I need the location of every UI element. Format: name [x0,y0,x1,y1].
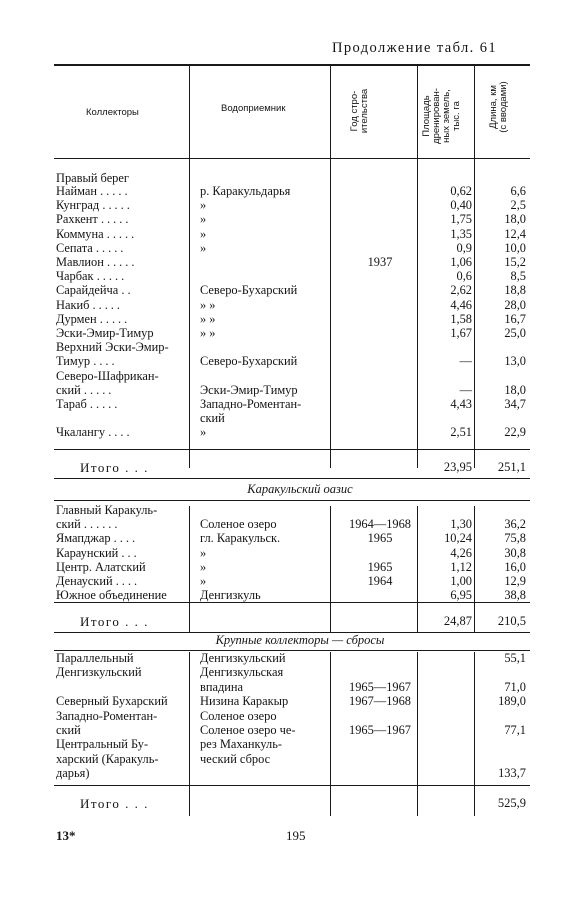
year-cell: 1967—1968 [349,694,411,709]
receiver-cell: Соленое озеро че- [200,723,296,737]
total1-rule [54,449,530,450]
collector-cell [56,547,140,560]
collector-name: ский [56,382,81,397]
collector-name: ский [56,723,81,737]
length-cell: 2,5 [510,198,526,213]
receiver-cell: » [200,425,207,440]
leader-dots: ..... [102,198,133,213]
year-cell: 1964 [367,574,393,588]
area-cell: 0,40 [450,198,472,213]
collector-cell [56,518,121,531]
receiver-cell: Соленое озеро [200,517,277,532]
area-cell: 1,06 [450,255,472,269]
receiver-cell: гл. Каракульск. [200,531,281,546]
length-cell: 22,9 [504,425,526,440]
receiver-cell: » [200,559,207,574]
length-cell: 28,0 [504,297,526,312]
total2-rule [54,602,530,603]
leader-dots: .... [113,531,139,546]
collector-cell [56,313,130,326]
receiver-cell: Денгизкульский [200,651,286,665]
collector-name: Сарайдейча [56,283,119,298]
length-cell: 13,0 [504,354,526,369]
collector-name: Эски-Эмир-Тимур [56,326,154,340]
length-cell: 75,8 [504,531,526,546]
collector-name: Центральный Бу- [56,737,149,752]
collector-name: Тимур [56,354,91,369]
area-cell: 0,62 [450,184,472,198]
collector-name: Дурмен [56,311,97,326]
collector-cell [56,575,140,588]
length-cell: 18,0 [504,382,526,397]
area-cell: 1,12 [450,559,472,574]
header-area: Площадь дренирован- ных земель, тыс. га [421,88,462,144]
col-rule-1 [189,64,190,468]
collector-cell [56,299,123,312]
area-cell: — [459,354,472,369]
collector-name: Накиб [56,297,90,312]
section-title-karakul-oasis: Каракульский оазис [247,482,353,496]
length-cell: 38,8 [504,588,526,603]
collector-name: Караунский [56,545,119,560]
total3-rule [54,785,530,786]
leader-dots: ...... [83,517,121,532]
leader-dots: ... [121,545,140,560]
collector-name: Южное объединение [56,588,167,603]
collector-cell [56,213,131,226]
collector-cell [56,242,126,255]
collector-cell [56,426,133,439]
leader-dots: ..... [89,397,121,411]
header-receiver: Водоприемник [221,103,286,114]
collector-name: Центр. Алатский [56,559,146,574]
collector-name: Главный Каракуль- [56,503,158,517]
signature-mark: 13* [56,828,76,843]
collector-cell [56,284,134,297]
collector-name: Рахкент [56,212,98,227]
section-title-large-collectors: Крупные коллекторы — сбросы [215,633,385,647]
header-collectors: Коллекторы [86,107,139,118]
collector-name: Денгизкульский [56,665,142,680]
collector-name: Кунград [56,198,100,213]
total2-label: Итого . . . [80,614,149,629]
length-cell: 133,7 [498,766,526,781]
leader-dots: ..... [99,311,131,326]
length-cell: 34,7 [504,397,526,411]
leader-dots: ..... [100,184,131,198]
leader-dots: ..... [100,212,132,227]
leader-dots: ..... [106,255,138,269]
receiver-cell: » [200,545,207,560]
collector-cell [56,532,138,545]
length-cell: 189,0 [498,694,526,709]
collector-cell [56,341,169,354]
collector-cell [56,710,157,723]
collector-cell [56,738,148,751]
collector-cell [56,753,158,766]
area-cell: 1,58 [450,311,472,326]
year-cell: 1965—1967 [349,723,411,737]
receiver-cell: Эски-Эмир-Тимур [200,382,298,397]
area-cell: 2,51 [450,425,472,440]
leader-dots: ..... [106,226,138,241]
area-cell: 6,95 [450,588,472,603]
collector-cell [56,327,154,340]
area-cell: — [459,382,472,397]
collector-name: Денауский [56,574,113,588]
receiver-cell: » [200,226,207,241]
length-cell: 18,8 [504,283,526,298]
receiver-cell: Денгизкульская [200,665,284,680]
total2-length: 210,5 [497,614,526,628]
collector-cell [56,270,127,283]
collector-cell [56,695,168,708]
collector-name: Тараб [56,397,87,411]
collector-name: Чкалангу [56,425,106,440]
receiver-cell: ческий сброс [200,751,271,766]
area-cell: 4,26 [450,545,472,560]
collector-name: Верхний Эски-Эмир- [56,340,169,355]
receiver-cell: ский [200,411,225,426]
collector-cell [56,228,137,241]
leader-dots: .. [121,283,134,298]
collector-name: Сепата [56,240,93,255]
length-cell: 71,0 [504,679,526,694]
collector-name: Западно-Роментан- [56,708,158,723]
collector-cell [56,561,146,574]
length-cell: 12,4 [504,226,526,241]
leader-dots: ..... [92,297,124,312]
collector-name: харский (Каракуль- [56,751,159,766]
collector-cell [56,652,134,665]
document-page: Продолжение табл. 61 Коллекторы Водоприемник Год стро- ительства Площадь дренирован- ных земель, тыс. га Длина, км (с вводами) Правый берег Найман ..... р. Каракульдарья 0,62 6,6 Кунград ..... » 0,40 2,5 Рахкент ..... » 1,75 18,0 Коммуна ..... » 1,35 12,4 Сепата ..... » 0,9 10,0 Мавлион ..... 1937 1,06 15,2 Чарбак ..... 0,6 8,5 Сарайдейча .. Северо-Бухарский 2,62 18,8 Накиб ..... » » 4,46 28,0 Дурмен ..... » » 1,58 16,7 Эски-Эмир-Тимур » » 1,67 25,0 Верхний Эски-Эмир- Тимур .... Северо-Бухарский — 13,0 Северо-Шафрикан- ский ..... Эски-Эмир-Тимур — 18,0 Тараб ..... Западно-Роментан- 4,43 34,7 ский Чкалангу .... » 2,51 22,9 Итого . . . 23,95 251,1 Каракульский оазис Главный Каракуль- ский ...... Соленое озеро 1964—1968 1,30 36,2 Ямапджар .... гл. Каракульск. 1965 10,24 75,8 Караунский ... » 4,26 30,8 Центр. Алатский » 1965 1,12 16,0 Денауский .... » 1964 1,00 12,9 Южное объединение Денгизкуль 6,95 38,8 Итого . . . 24,87 210,5 Крупные коллекторы — сбросы Параллельный Денгизкульский 55,1 Денгизкульский Денгизкульская впадина 1965—1967 71,0 Северный Бухарский Низина Каракыр 1967—1968 189,0 Западно-Роментан- Соленое озеро ский Соленое озеро че- 1965—1967 77,1 Центральный Бу- рез Маханкуль- харский (Каракуль- ческий сброс дарья) 133,7 Итого . . . 525,9 13* 195 [0,0,580,900]
collector-name: ский [56,517,81,532]
total1-label: Итого . . . [80,460,149,475]
length-cell: 6,6 [510,184,526,198]
receiver-cell: Соленое озеро [200,708,277,723]
receiver-cell: р. Каракульдарья [200,184,291,198]
total1-bottom-rule [54,478,530,479]
total2-area: 24,87 [443,614,472,628]
page-number: 195 [286,828,306,843]
collector-name: Коммуна [56,226,104,241]
collector-cell [56,724,81,737]
length-cell: 16,7 [504,311,526,326]
length-cell: 18,0 [504,212,526,227]
col-rule-2 [330,64,331,468]
area-cell: 4,43 [450,397,472,411]
collector-name: Ямапджар [56,531,111,546]
length-cell: 10,0 [504,240,526,255]
year-cell: 1937 [367,255,393,269]
area-cell: 10,24 [444,531,472,546]
leader-dots: ..... [83,382,115,397]
length-cell: 25,0 [504,326,526,340]
collector-cell [56,767,89,780]
area-cell: 2,62 [450,283,472,298]
collector-cell [56,398,120,411]
collector-cell [56,384,114,397]
length-cell: 12,9 [504,574,526,588]
collector-cell [56,589,167,602]
length-cell: 8,5 [510,269,526,284]
receiver-cell: Западно-Роментан- [200,397,302,411]
area-cell: 1,30 [450,517,472,532]
length-cell: 36,2 [504,517,526,532]
leader-dots: .... [93,354,118,369]
collector-name: Северо-Шафрикан- [56,368,159,383]
length-cell: 55,1 [504,651,526,665]
area-cell: 0,6 [456,269,472,284]
header-year: Год стро- ительства [349,88,370,134]
receiver-cell: рез Маханкуль- [200,737,282,752]
total1-length: 251,1 [497,460,526,474]
length-cell: 16,0 [504,559,526,574]
header-top-rule [54,64,530,66]
col-rule-1c [189,652,190,816]
year-cell: 1965—1967 [349,679,411,694]
receiver-cell: » » [200,297,216,312]
area-cell: 1,35 [450,226,472,241]
year-cell: 1964—1968 [349,517,411,532]
collector-name: дарья) [56,766,90,781]
table-caption: Продолжение табл. 61 [332,40,498,56]
leader-dots: .... [108,425,133,440]
total1-area: 23,95 [443,460,472,474]
total3-length: 525,9 [497,796,526,810]
col-rule-2b [330,506,331,632]
length-cell: 15,2 [504,255,526,269]
receiver-cell: Денгизкуль [200,588,261,603]
collector-cell [56,370,159,383]
receiver-cell: впадина [200,679,244,694]
receiver-cell: » » [200,326,216,340]
receiver-cell: Северо-Бухарский [200,354,298,369]
collector-cell [56,666,141,679]
area-cell: 1,67 [450,326,472,340]
leader-dots: ..... [96,269,128,284]
collector-cell [56,355,118,368]
year-cell: 1965 [367,531,393,546]
receiver-cell: » [200,198,207,213]
year-cell: 1965 [367,559,393,574]
receiver-cell: » » [200,311,216,326]
receiver-cell: Северо-Бухарский [200,283,298,298]
collector-cell [56,199,133,212]
area-cell: 0,9 [456,240,472,255]
area-cell: 1,75 [450,212,472,227]
length-cell: 30,8 [504,545,526,560]
collector-name: Найман [56,184,97,198]
total3-label: Итого . . . [80,796,149,811]
collector-cell [56,185,131,198]
leader-dots: .... [115,574,141,588]
collector-cell [56,256,137,269]
receiver-cell: » [200,240,207,255]
area-cell: 4,46 [450,297,472,312]
collector-name: Мавлион [56,255,104,269]
receiver-cell: » [200,574,207,588]
header-length: Длина, км (с вводами) [488,81,509,133]
collector-name: Чарбак [56,269,94,284]
leader-dots: ..... [95,240,127,255]
collector-name: Параллельный [56,651,134,665]
collector-cell [56,504,157,517]
length-cell: 77,1 [504,723,526,737]
collector-name: Северный Бухарский [56,694,168,709]
area-cell: 1,00 [450,574,472,588]
section2-rule [54,500,530,501]
receiver-cell: » [200,212,207,227]
col-rule-1b [189,506,190,632]
col-rule-2c [330,652,331,816]
receiver-cell: Низина Каракыр [200,694,289,709]
